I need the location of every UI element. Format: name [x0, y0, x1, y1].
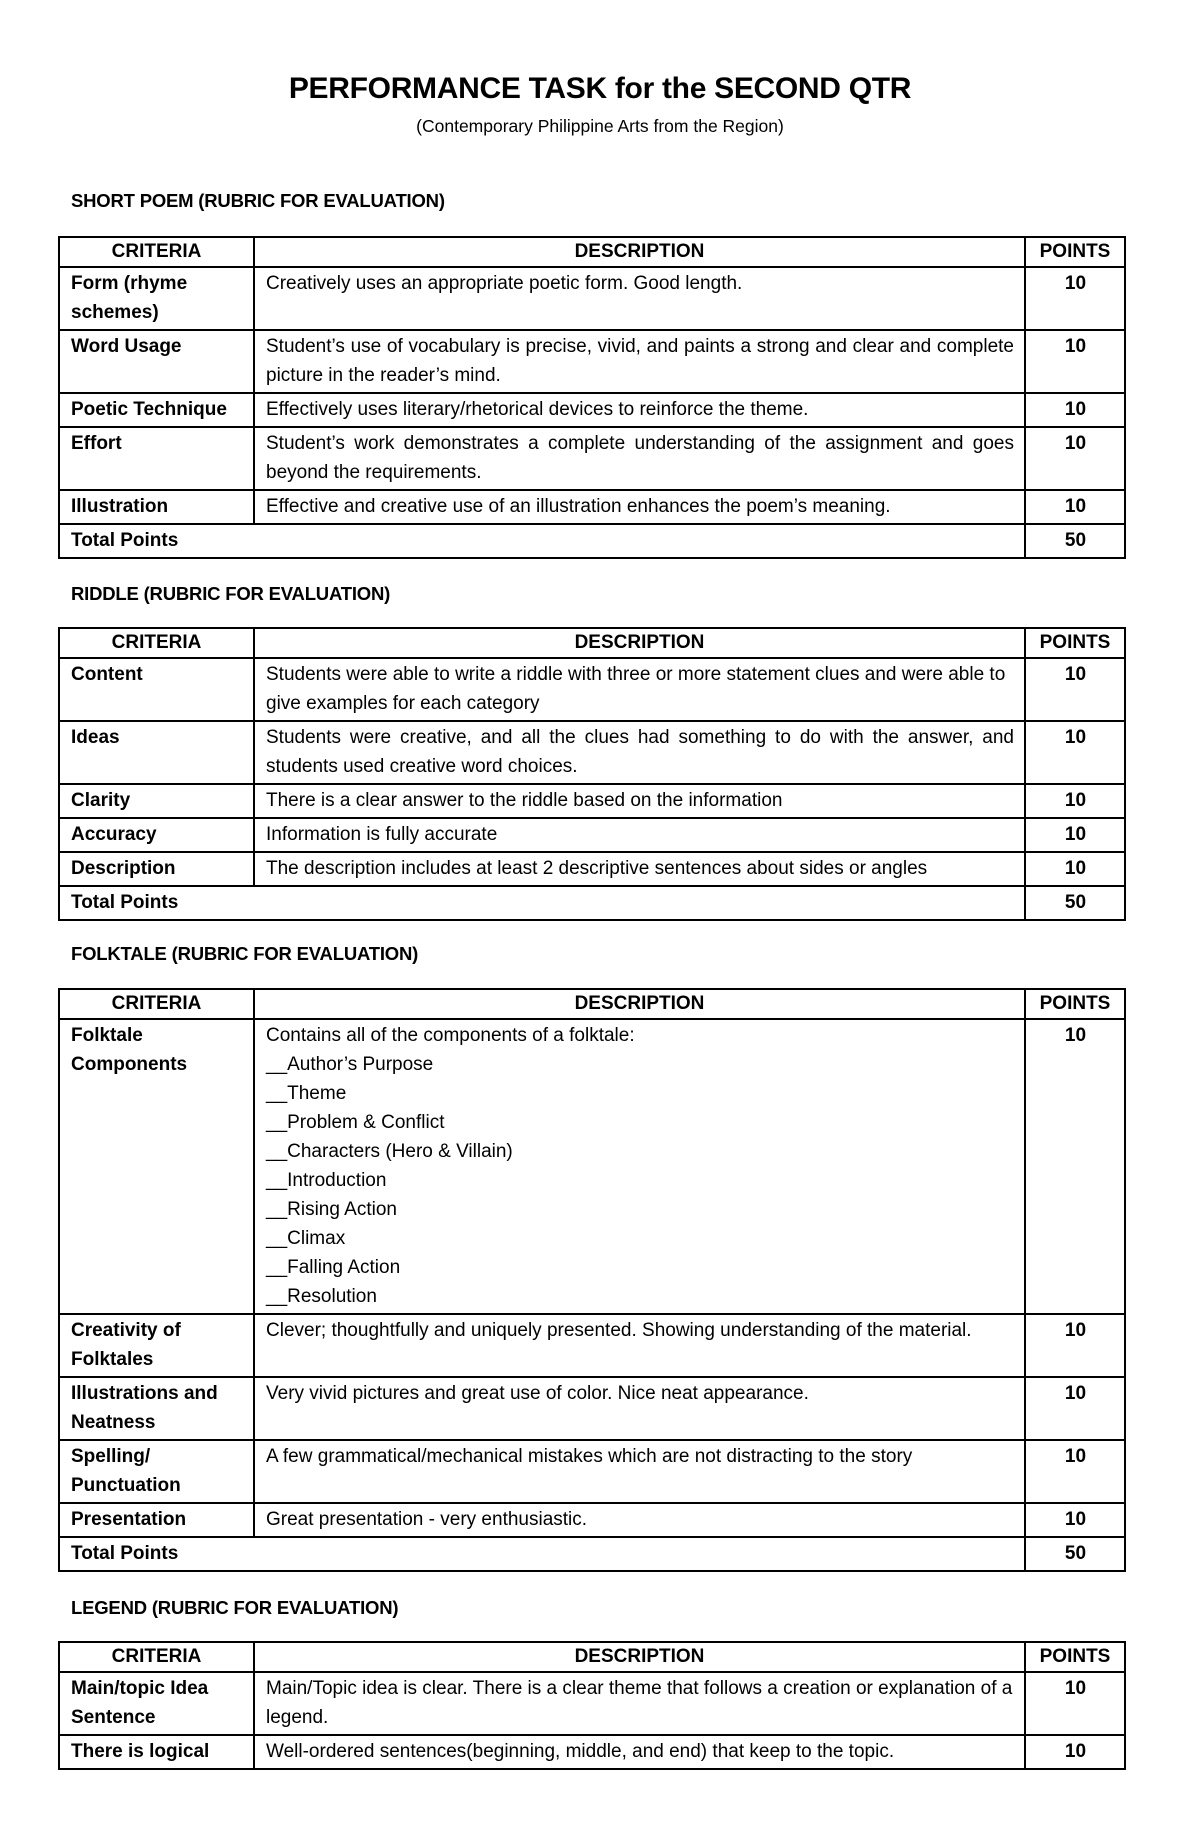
criteria-cell: Description: [59, 852, 254, 886]
points-cell: 10: [1025, 1314, 1125, 1377]
table-header-row: [59, 989, 1125, 1019]
points-cell: 10: [1025, 852, 1125, 886]
folktale-rubric-table: [58, 988, 1126, 1572]
points-cell: 10: [1025, 330, 1125, 393]
total-row: [59, 1537, 1125, 1571]
table-row: [59, 1019, 1125, 1314]
points-header: POINTS: [1025, 237, 1125, 267]
table-row: [59, 1672, 1125, 1735]
criteria-cell: Poetic Technique: [59, 393, 254, 427]
component-item: __Introduction: [266, 1170, 387, 1191]
total-row: [59, 886, 1125, 920]
table-header-row: [59, 1642, 1125, 1672]
riddle-section-heading: RIDDLE (RUBRIC FOR EVALUATION): [71, 583, 391, 604]
points-cell: 10: [1025, 1735, 1125, 1769]
description-header: DESCRIPTION: [254, 237, 1025, 267]
description-cell: Great presentation - very enthusiastic.: [254, 1503, 1025, 1537]
component-item: __Rising Action: [266, 1199, 397, 1220]
total-label: Total Points: [59, 1537, 1025, 1571]
criteria-cell: Form (rhyme schemes): [59, 267, 254, 330]
table-row: [59, 1314, 1125, 1377]
table-row: [59, 330, 1125, 393]
criteria-header: CRITERIA: [59, 237, 254, 267]
points-cell: 10: [1025, 1503, 1125, 1537]
points-cell: 10: [1025, 490, 1125, 524]
component-item: __Resolution: [266, 1286, 377, 1307]
criteria-cell: Spelling/ Punctuation: [59, 1440, 254, 1503]
points-header: POINTS: [1025, 628, 1125, 658]
description-cell: Students were creative, and all the clues had something to do with the answer, and students used creative word choices.: [254, 721, 1025, 784]
component-item: __Falling Action: [266, 1257, 401, 1278]
points-header: POINTS: [1025, 989, 1125, 1019]
total-label: Total Points: [59, 886, 1025, 920]
table-row: [59, 784, 1125, 818]
points-cell: 10: [1025, 267, 1125, 330]
table-row: [59, 393, 1125, 427]
criteria-header: CRITERIA: [59, 989, 254, 1019]
points-cell: 10: [1025, 393, 1125, 427]
table-row: [59, 1440, 1125, 1503]
criteria-cell: Clarity: [59, 784, 254, 818]
criteria-header: CRITERIA: [59, 1642, 254, 1672]
description-cell: A few grammatical/mechanical mistakes which are not distracting to the story: [254, 1440, 1025, 1503]
description-cell: Main/Topic idea is clear. There is a clear theme that follows a creation or explanation of a legend.: [254, 1672, 1025, 1735]
total-points: 50: [1025, 1537, 1125, 1571]
points-cell: 10: [1025, 1019, 1125, 1314]
points-header: POINTS: [1025, 1642, 1125, 1672]
component-item: __Climax: [266, 1228, 346, 1249]
criteria-cell: Creativity of Folktales: [59, 1314, 254, 1377]
description-cell: Clever; thoughtfully and uniquely presented. Showing understanding of the material.: [254, 1314, 1025, 1377]
points-cell: 10: [1025, 427, 1125, 490]
description-cell: There is a clear answer to the riddle based on the information: [254, 784, 1025, 818]
total-label: Total Points: [59, 524, 1025, 558]
points-cell: 10: [1025, 818, 1125, 852]
poem-section-heading: SHORT POEM (RUBRIC FOR EVALUATION): [71, 190, 445, 211]
criteria-cell: Illustration: [59, 490, 254, 524]
description-cell: Creatively uses an appropriate poetic form. Good length.: [254, 267, 1025, 330]
description-cell: The description includes at least 2 descriptive sentences about sides or angles: [254, 852, 1025, 886]
points-cell: 10: [1025, 721, 1125, 784]
document-subtitle: (Contemporary Philippine Arts from the Region): [416, 116, 784, 136]
criteria-cell: Folktale Components: [59, 1019, 254, 1314]
riddle-rubric-table: [58, 627, 1126, 921]
criteria-cell: Presentation: [59, 1503, 254, 1537]
folktale-section-heading: FOLKTALE (RUBRIC FOR EVALUATION): [71, 943, 419, 964]
description-header: DESCRIPTION: [254, 1642, 1025, 1672]
description-cell: Students were able to write a riddle with three or more statement clues and were able to give examples for each category: [254, 658, 1025, 721]
document-title: PERFORMANCE TASK for the SECOND QTR: [288, 72, 912, 105]
points-cell: 10: [1025, 1440, 1125, 1503]
criteria-cell: Ideas: [59, 721, 254, 784]
description-header: DESCRIPTION: [254, 989, 1025, 1019]
table-header-row: [59, 628, 1125, 658]
table-row: [59, 1735, 1125, 1769]
component-item: __Author’s Purpose: [266, 1054, 434, 1075]
points-cell: 10: [1025, 784, 1125, 818]
criteria-cell: Word Usage: [59, 330, 254, 393]
description-cell: Effective and creative use of an illustration enhances the poem’s meaning.: [254, 490, 1025, 524]
table-row: [59, 721, 1125, 784]
table-header-row: [59, 237, 1125, 267]
table-row: [59, 658, 1125, 721]
description-cell: Well-ordered sentences(beginning, middle, and end) that keep to the topic.: [254, 1735, 1025, 1769]
description-cell: Effectively uses literary/rhetorical devices to reinforce the theme.: [254, 393, 1025, 427]
table-row: [59, 427, 1125, 490]
criteria-cell: There is logical: [59, 1735, 254, 1769]
component-item: __Characters (Hero & Villain): [266, 1141, 513, 1162]
table-row: [59, 1503, 1125, 1537]
table-row: [59, 852, 1125, 886]
table-row: [59, 1377, 1125, 1440]
legend-rubric-table: [58, 1641, 1126, 1770]
table-row: [59, 490, 1125, 524]
description-cell: Student’s use of vocabulary is precise, vivid, and paints a strong and clear and complete picture in the reader’s mind.: [254, 330, 1025, 393]
criteria-cell: Accuracy: [59, 818, 254, 852]
table-row: [59, 267, 1125, 330]
description-cell: Information is fully accurate: [254, 818, 1025, 852]
criteria-cell: Main/topic Idea Sentence: [59, 1672, 254, 1735]
component-item: __Problem & Conflict: [266, 1112, 445, 1133]
components-cell: [254, 1019, 1025, 1314]
table-row: [59, 818, 1125, 852]
total-points: 50: [1025, 524, 1125, 558]
points-cell: 10: [1025, 1672, 1125, 1735]
total-row: [59, 524, 1125, 558]
poem-rubric-table: [58, 236, 1126, 559]
components-intro: Contains all of the components of a folktale:: [266, 1025, 635, 1046]
criteria-cell: Effort: [59, 427, 254, 490]
points-cell: 10: [1025, 658, 1125, 721]
criteria-cell: Illustrations and Neatness: [59, 1377, 254, 1440]
description-cell: Student’s work demonstrates a complete understanding of the assignment and goes beyond the requirements.: [254, 427, 1025, 490]
description-cell: Very vivid pictures and great use of color. Nice neat appearance.: [254, 1377, 1025, 1440]
total-points: 50: [1025, 886, 1125, 920]
criteria-header: CRITERIA: [59, 628, 254, 658]
points-cell: 10: [1025, 1377, 1125, 1440]
description-header: DESCRIPTION: [254, 628, 1025, 658]
legend-section-heading: LEGEND (RUBRIC FOR EVALUATION): [71, 1597, 399, 1618]
component-item: __Theme: [266, 1083, 347, 1104]
criteria-cell: Content: [59, 658, 254, 721]
